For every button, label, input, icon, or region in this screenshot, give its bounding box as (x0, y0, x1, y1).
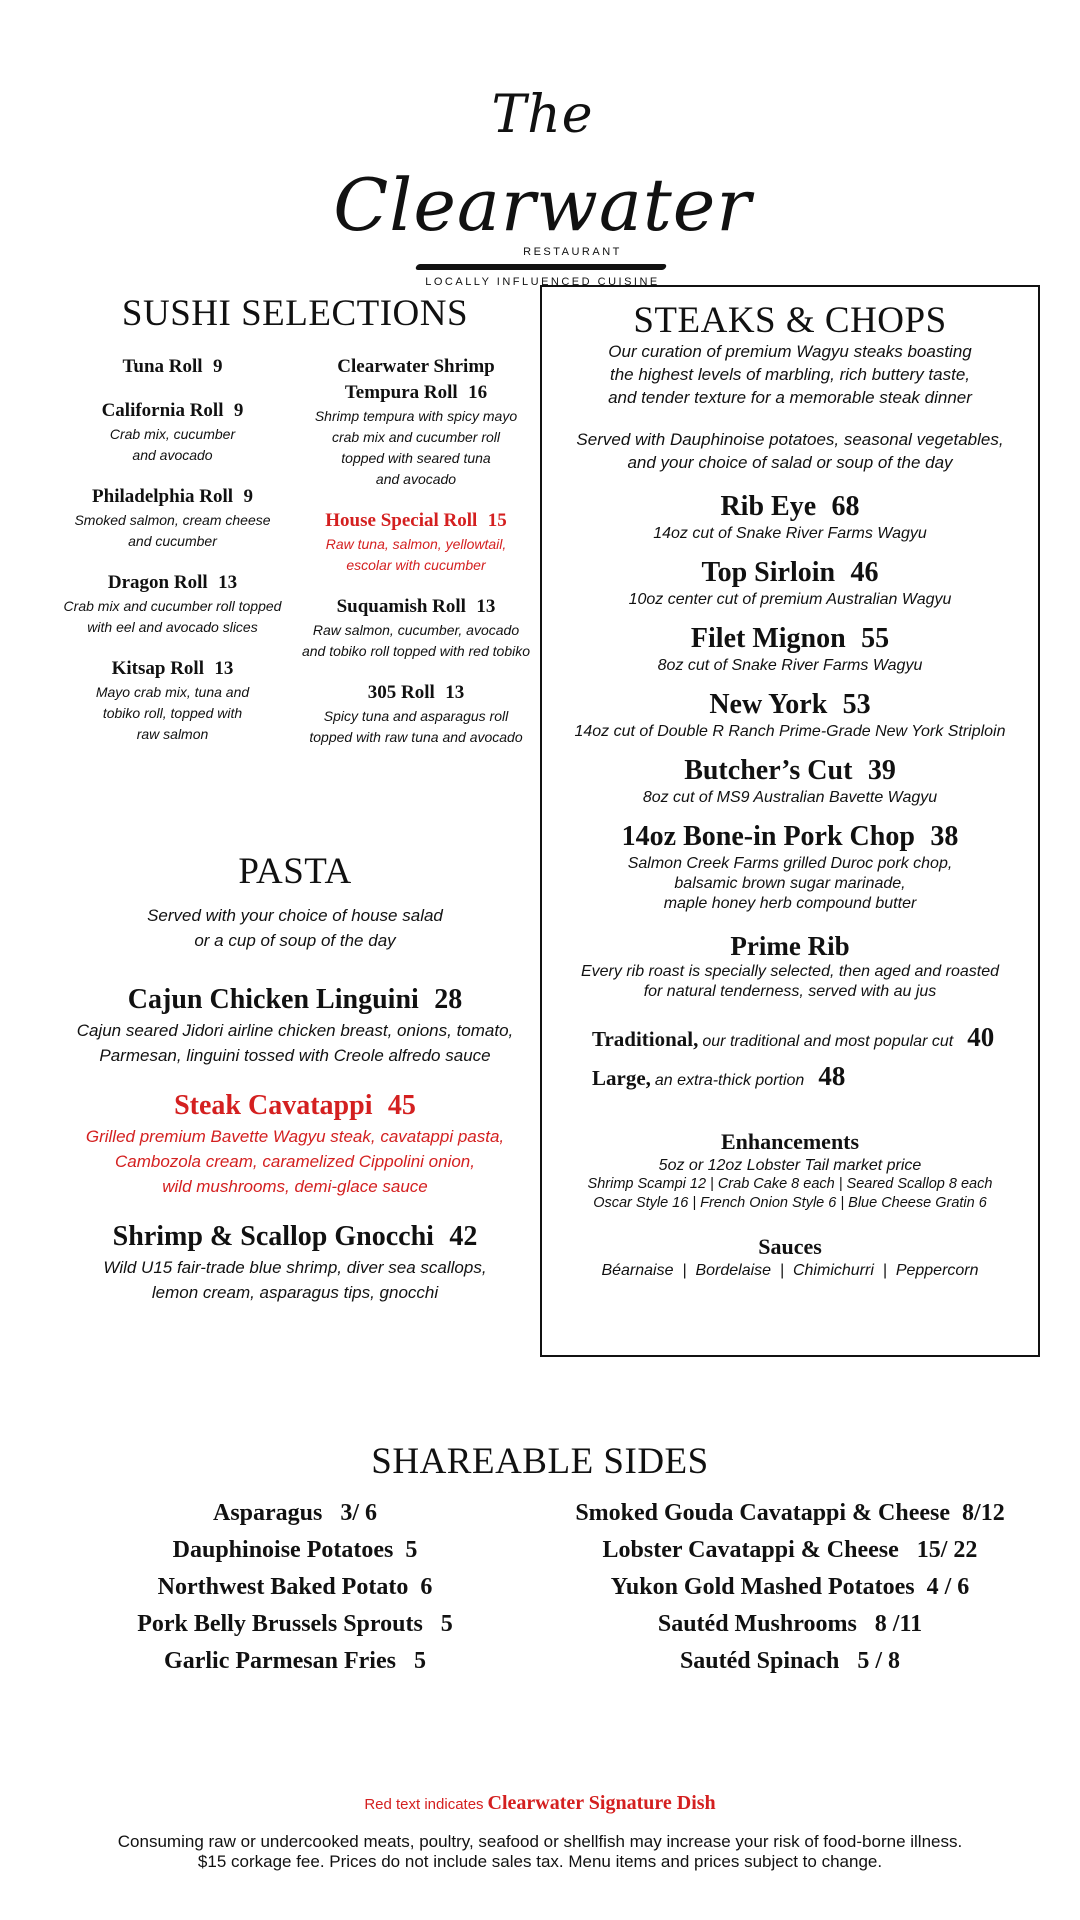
sushi-item (296, 508, 536, 576)
sushi-right-column (296, 354, 536, 748)
item-description: Crab mix, cucumber and avocado (109, 426, 236, 463)
item-name: Cajun Chicken Linguini 28 (127, 984, 463, 1015)
enhancements-heading: Enhancements (720, 1129, 860, 1154)
item-description: Wild U15 fair-trade blue shrimp, diver sea scallops, lemon cream, asparagus tips, gnocchi (103, 1258, 487, 1302)
item-description: 10oz center cut of premium Australian Wagyu (628, 591, 952, 608)
price: 55 (861, 623, 890, 654)
enhancements-line: Shrimp Scampi 12 | Crab Cake 8 each | Seared Scallop 8 each (587, 1176, 993, 1192)
item-name: 14oz Bone-in Pork Chop 38 (621, 821, 959, 852)
sushi-item (55, 570, 290, 638)
price: 42 (449, 1221, 478, 1252)
pasta-item (60, 1088, 530, 1199)
steaks-served-with: Served with Dauphinoise potatoes, seasonal vegetables, and your choice of salad or soup of the day (576, 430, 1004, 472)
steak-item (542, 820, 1038, 914)
side-item: Garlic Parmesan Fries 5 (164, 1648, 426, 1674)
sushi-item (55, 354, 290, 380)
side-item: Yukon Gold Mashed Potatoes 4 / 6 (610, 1574, 970, 1600)
side-item: Lobster Cavatappi & Cheese 15/ 22 (602, 1537, 978, 1563)
steak-item (542, 490, 1038, 544)
price: 9 (243, 486, 253, 507)
sushi-item (296, 594, 536, 662)
steak-item (542, 556, 1038, 610)
price: 15 (487, 510, 507, 531)
sushi-item (55, 398, 290, 466)
item-description: Grilled premium Bavette Wagyu steak, cavatappi pasta, Cambozola cream, caramelized Cippolini onion, wild mushrooms, demi-glace sauce (85, 1127, 505, 1196)
sauces-section (542, 1233, 1038, 1281)
item-description: Smoked salmon, cream cheese and cucumber (74, 512, 271, 549)
sushi-item (55, 484, 290, 552)
item-name: Butcher’s Cut 39 (684, 755, 896, 786)
price: 9 (233, 400, 244, 421)
prime-rib-options (592, 1020, 1038, 1098)
side-item: Sautéd Spinach 5 / 8 (679, 1648, 901, 1674)
item-name: California Roll 9 (101, 400, 244, 421)
side-item: Pork Belly Brussels Sprouts 5 (137, 1611, 453, 1637)
item-name: Shrimp & Scallop Gnocchi 42 (112, 1221, 478, 1252)
item-name: 305 Roll 13 (367, 682, 465, 703)
item-description: 14oz cut of Double R Ranch Prime-Grade New York Striploin (574, 723, 1006, 740)
logo-restaurant: RESTAURANT (523, 246, 622, 258)
sauces-list: Béarnaise | Bordelaise | Chimichurri | Peppercorn (601, 1262, 979, 1279)
signature-legend-label: Clearwater Signature Dish (487, 1792, 716, 1814)
sushi-left-column (55, 354, 290, 745)
sushi-item (55, 656, 290, 745)
item-description: Spicy tuna and asparagus roll topped with raw tuna and avocado (309, 708, 523, 745)
price: 16 (468, 382, 488, 403)
item-description: Mayo crab mix, tuna and tobiko roll, topped with raw salmon (95, 684, 250, 742)
enhancements-line: Oscar Style 16 | French Onion Style 6 | Blue Cheese Gratin 6 (593, 1195, 987, 1211)
item-description: Salmon Creek Farms grilled Duroc pork chop, balsamic brown sugar marinade, maple honey herb compound butter (627, 855, 953, 912)
item-description: Cajun seared Jidori airline chicken breast, onions, tomato, Parmesan, linguini tossed with Creole alfredo sauce (76, 1021, 514, 1065)
item-description: Crab mix and cucumber roll topped with eel and avocado slices (63, 598, 282, 635)
pasta-intro: Served with your choice of house salad or a cup of soup of the day (147, 906, 443, 950)
enhancements-line: 5oz or 12oz Lobster Tail market price (658, 1157, 922, 1174)
item-name: House Special Roll 15 (325, 510, 507, 531)
item-name: Suquamish Roll 13 (336, 596, 496, 617)
side-item: Sautéd Mushrooms 8 /11 (657, 1611, 923, 1637)
steaks-intro: Our curation of premium Wagyu steaks boasting the highest levels of marbling, rich buttery taste, and tender texture for a memorable steak dinner (608, 342, 972, 407)
steaks-heading: STEAKS & CHOPS (633, 300, 947, 341)
steak-item (542, 622, 1038, 676)
steak-item (542, 754, 1038, 808)
item-name: Dragon Roll 13 (107, 572, 238, 593)
side-item: Asparagus 3/ 6 (212, 1500, 378, 1526)
sides-left-column (100, 1495, 490, 1680)
item-name: New York 53 (709, 689, 871, 720)
item-name: Steak Cavatappi 45 (174, 1090, 416, 1121)
item-name: Filet Mignon 55 (690, 623, 890, 654)
item-name: Rib Eye 68 (720, 491, 860, 522)
price: 45 (387, 1090, 416, 1121)
price: 13 (218, 572, 238, 593)
pasta-item (60, 1219, 530, 1305)
price: 28 (434, 984, 463, 1015)
price: 38 (930, 821, 959, 852)
item-name: Tuna Roll 9 (122, 356, 223, 377)
fees-note: $15 corkage fee. Prices do not include sales tax. Menu items and prices subject to change. (197, 1852, 883, 1871)
pasta-item (60, 982, 530, 1068)
price: 53 (842, 689, 871, 720)
item-name: Top Sirloin 46 (701, 557, 879, 588)
side-item: Dauphinoise Potatoes 5 (172, 1537, 418, 1563)
item-description: Raw salmon, cucumber, avocado and tobiko roll topped with red tobiko (301, 622, 531, 659)
side-item: Northwest Baked Potato 6 (157, 1574, 433, 1600)
price: 13 (445, 682, 465, 703)
sushi-item (296, 354, 536, 490)
price: 48 (818, 1061, 846, 1091)
prime-rib-section (542, 930, 1038, 1002)
item-name: Clearwater Shrimp Tempura Roll 16 (337, 356, 495, 403)
logo-wordmark: The Clearwater (333, 85, 752, 247)
sushi-item (296, 680, 536, 748)
item-name: Kitsap Roll 13 (111, 658, 234, 679)
price: 39 (867, 755, 896, 786)
steaks-box (540, 285, 1040, 1357)
item-description: 14oz cut of Snake River Farms Wagyu (653, 525, 927, 542)
steak-list (542, 490, 1038, 914)
sides-heading: SHAREABLE SIDES (371, 1441, 709, 1482)
enhancements-section (542, 1128, 1038, 1213)
price: 13 (214, 658, 234, 679)
sides-right-column (550, 1495, 1030, 1680)
price: 9 (213, 356, 223, 377)
signature-legend: Red text indicates Clearwater Signature Dish (364, 1792, 716, 1814)
restaurant-logo (320, 62, 765, 288)
prime-rib-name: Prime Rib (730, 931, 850, 961)
price: 68 (831, 491, 860, 522)
item-description: Raw tuna, salmon, yellowtail, escolar with cucumber (325, 536, 507, 573)
steak-item (542, 688, 1038, 742)
prime-rib-traditional: Traditional, our traditional and most popular cut 40 (592, 1022, 995, 1052)
price: 46 (850, 557, 879, 588)
pasta-heading: PASTA (238, 851, 352, 892)
logo-tagline: LOCALLY INFLUENCED CUISINE (425, 276, 660, 288)
prime-rib-desc: Every rib roast is specially selected, then aged and roasted for natural tenderness, served with au jus (580, 963, 999, 1000)
item-description: Shrimp tempura with spicy mayo crab mix and cucumber roll topped with seared tuna and avocado (314, 408, 518, 487)
prime-rib-large: Large, an extra-thick portion 48 (592, 1061, 846, 1091)
food-safety-warning: Consuming raw or undercooked meats, poultry, seafood or shellfish may increase your risk of food-borne illness. (117, 1832, 963, 1851)
pasta-list (60, 982, 530, 1305)
item-description: 8oz cut of MS9 Australian Bavette Wagyu (642, 789, 938, 806)
side-item: Smoked Gouda Cavatappi & Cheese 8/12 (575, 1500, 1005, 1526)
sauces-heading: Sauces (758, 1234, 822, 1259)
sushi-heading: SUSHI SELECTIONS (121, 293, 469, 334)
logo-brush-stroke (415, 264, 667, 270)
item-name: Philadelphia Roll 9 (92, 486, 253, 507)
item-description: 8oz cut of Snake River Farms Wagyu (657, 657, 923, 674)
price: 40 (967, 1022, 995, 1052)
price: 13 (476, 596, 496, 617)
